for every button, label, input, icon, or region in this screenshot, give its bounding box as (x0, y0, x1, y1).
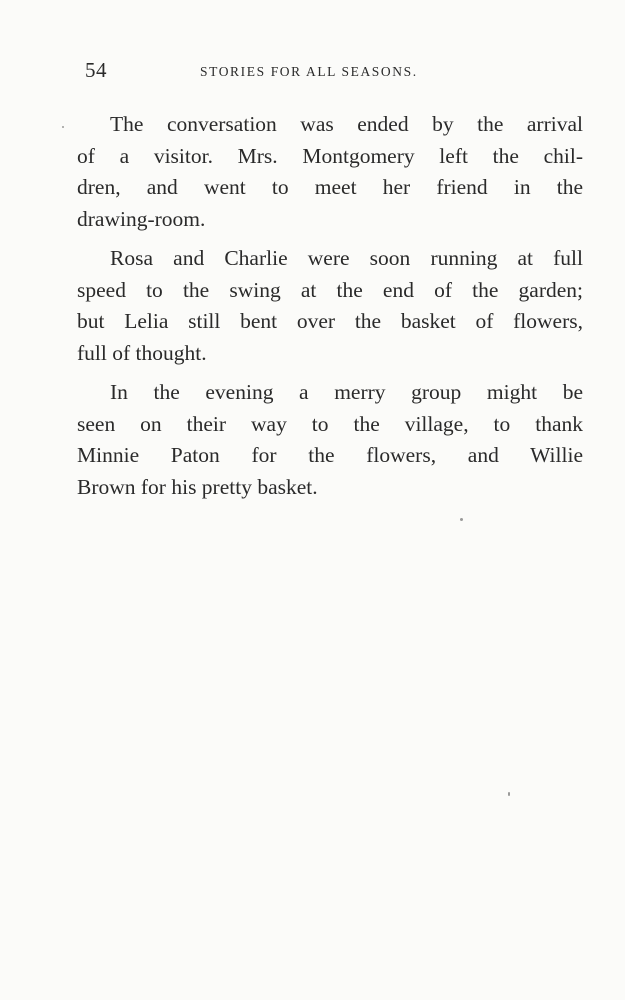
text-line: but Lelia still bent over the basket of flowers, (77, 309, 583, 333)
paragraph (77, 109, 583, 235)
running-title: STORIES FOR ALL SEASONS. (200, 64, 418, 79)
paper-speck (508, 792, 510, 796)
running-head (85, 58, 580, 84)
text-line: speed to the swing at the end of the garden; (77, 277, 583, 302)
text-line: Minnie Paton for the flowers, and Willie (77, 443, 583, 467)
text-line: seen on their way to the village, to thank (77, 411, 583, 436)
text-line: Rosa and Charlie were soon running at full (110, 246, 583, 270)
text-line: dren, and went to meet her friend in the (77, 175, 583, 199)
text-line: of a visitor. Mrs. Montgomery left the chil- (77, 143, 583, 168)
body-text (77, 109, 583, 511)
text-line: Brown for his pretty basket. (77, 474, 318, 499)
paragraph (77, 243, 583, 369)
text-line: The conversation was ended by the arrival (110, 112, 583, 136)
text-line: full of thought. (77, 340, 207, 365)
paper-speck (460, 518, 463, 521)
paragraph (77, 377, 583, 503)
text-line: drawing-room. (77, 206, 206, 231)
paper-speck (62, 126, 64, 128)
text-line: In the evening a merry group might be (110, 380, 583, 404)
page-number: 54 (85, 58, 107, 82)
